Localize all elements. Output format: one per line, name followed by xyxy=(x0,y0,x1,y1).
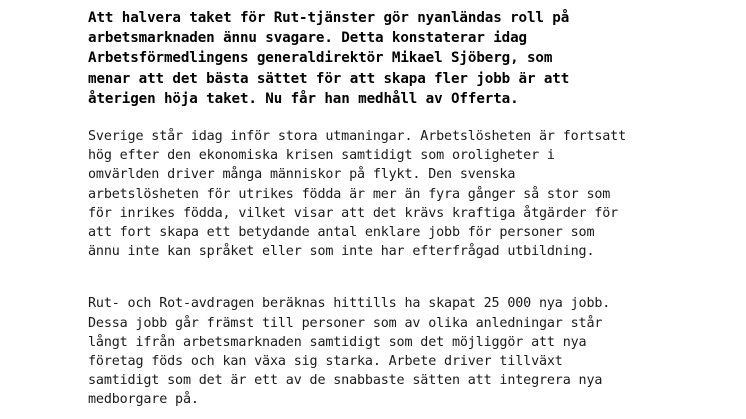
article-paragraph-2: Rut- och Rot-avdragen beräknas hittills ha skapat 25 000 nya jobb. Dessa jobb går främst till personer som av olika anledningar står långt ifrån arbetsmarknaden samtidigt som det möjliggör att nya företag föds och kan växa sig starka. Arbete driver tillväxt samtidigt som det är ett av de snabbaste sätten att integrera nya medborgare på. xyxy=(88,296,611,408)
article-lead: Att halvera taket för Rut-tjänster gör nyanländas roll på arbetsmarknaden ännu svagare. Detta konstaterar idag Arbetsförmedlingens generaldirektör Mikael Sjöberg, som menar att det bästa sättet för att skapa fler jobb är att återigen höja taket. Nu får han medhåll av Offerta. xyxy=(88,10,570,107)
article-paragraph-1: Sverige står idag inför stora utmaningar. Arbetslösheten är fortsatt hög efter den ekonomiska krisen samtidigt som oroligheter i omvärlden driver många människor på flykt. Den svenska arbetslösheten för utrikes födda är mer än fyra gånger så stor som för inrikes födda, vilket visar att det krävs kraftiga åtgärder för att fort skapa ett betydande antal enklare jobb för personer som ännu inte kan språket eller som inte har efterfrågad utbildning. xyxy=(88,129,627,260)
article xyxy=(88,8,688,410)
